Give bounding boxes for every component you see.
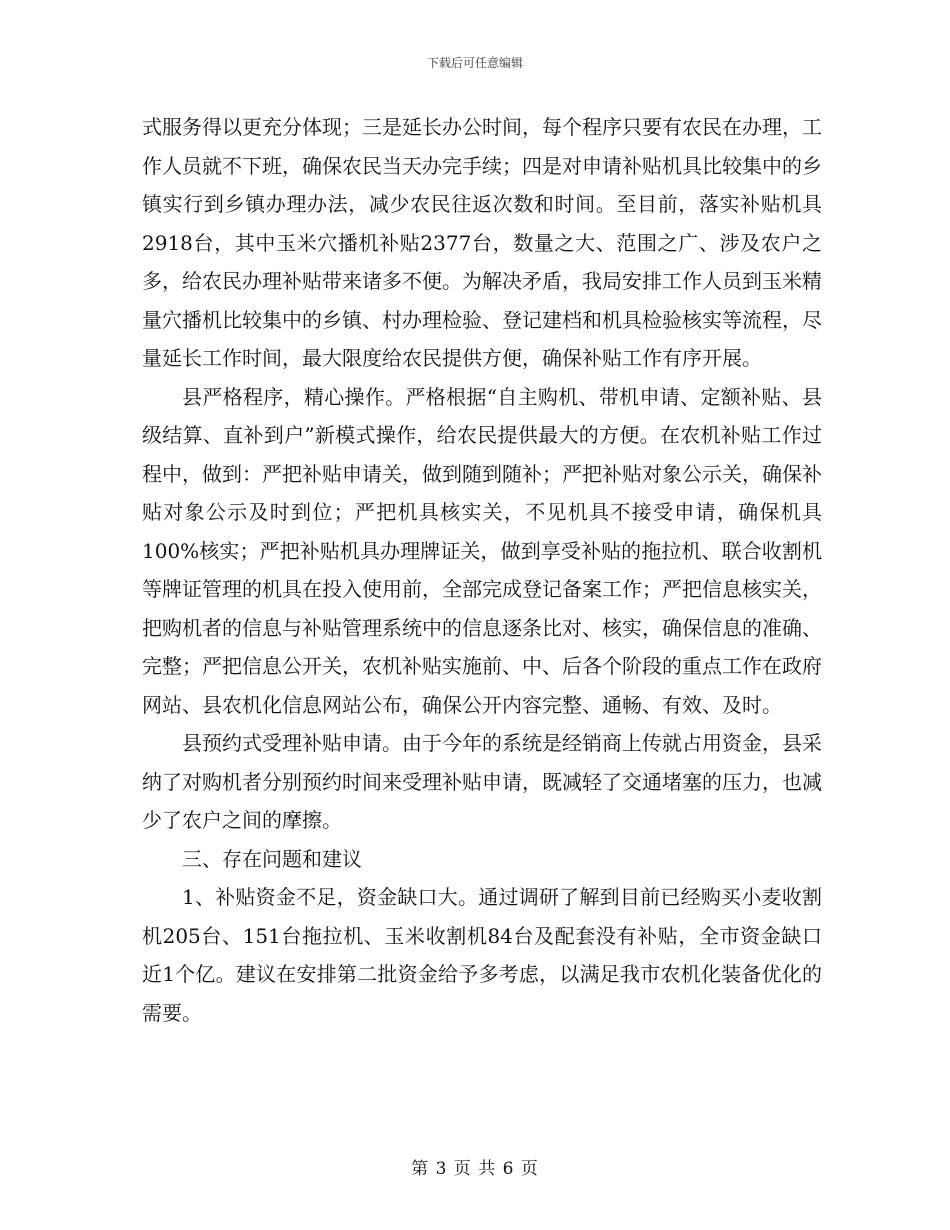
paragraph-funding-shortage: 1、补贴资金不足，资金缺口大。通过调研了解到目前已经购买小麦收割机205台、151台拖拉机、玉米收割机84台及配套没有补贴，全市资金缺口近1个亿。建议在安排第二批资金给予多考虑，以满足我市农机化装备优化的需要。 bbox=[142, 885, 822, 1025]
paragraph-continued: 式服务得以更充分体现；三是延长办公时间，每个程序只要有农民在办理，工作人员就不下班，确保农民当天办完手续；四是对申请补贴机具比较集中的乡镇实行到乡镇办理办法，减少农民往返次数和时间。至目前，落实补贴机具2918台，其中玉米穴播机补贴2377台，数量之大、范围之广、涉及农户之多，给农民办理补贴带来诸多不便。为解决矛盾，我局安排工作人员到玉米精量穴播机比较集中的乡镇、村办理检验、登记建档和机具检验核实等流程，尽量延长工作时间，最大限度给农民提供方便，确保补贴工作有序开展。 bbox=[142, 115, 822, 370]
paragraph-strict-procedure: 县严格程序，精心操作。严格根据“自主购机、带机申请、定额补贴、县级结算、直补到户”新模式操作，给农民提供最大的方便。在农机补贴工作过程中，做到：严把补贴申请关，做到随到随补；严把补贴对象公示关，确保补贴对象公示及时到位；严把机具核实关，不见机具不接受申请，确保机具100%核实；严把补贴机具办理牌证关，做到享受补贴的拖拉机、联合收割机等牌证管理的机具在投入使用前，全部完成登记备案工作；严把信息核实关，把购机者的信息与补贴管理系统中的信息逐条比对、核实，确保信息的准确、完整；严把信息公开关，农机补贴实施前、中、后各个阶段的重点工作在政府网站、县农机化信息网站公布，确保公开内容完整、通畅、有效、及时。 bbox=[142, 384, 822, 717]
page-footer: 第 3 页 共 6 页 bbox=[411, 1159, 539, 1179]
page-header: 下载后可任意编辑 bbox=[426, 56, 523, 70]
paragraph-appointment: 县预约式受理补贴申请。由于今年的系统是经销商上传就占用资金，县采纳了对购机者分别预约时间来受理补贴申请，既减轻了交通堵塞的压力，也减少了农户之间的摩擦。 bbox=[142, 731, 822, 832]
document-body bbox=[142, 108, 822, 1032]
section-heading: 三、存在问题和建议 bbox=[182, 846, 362, 871]
